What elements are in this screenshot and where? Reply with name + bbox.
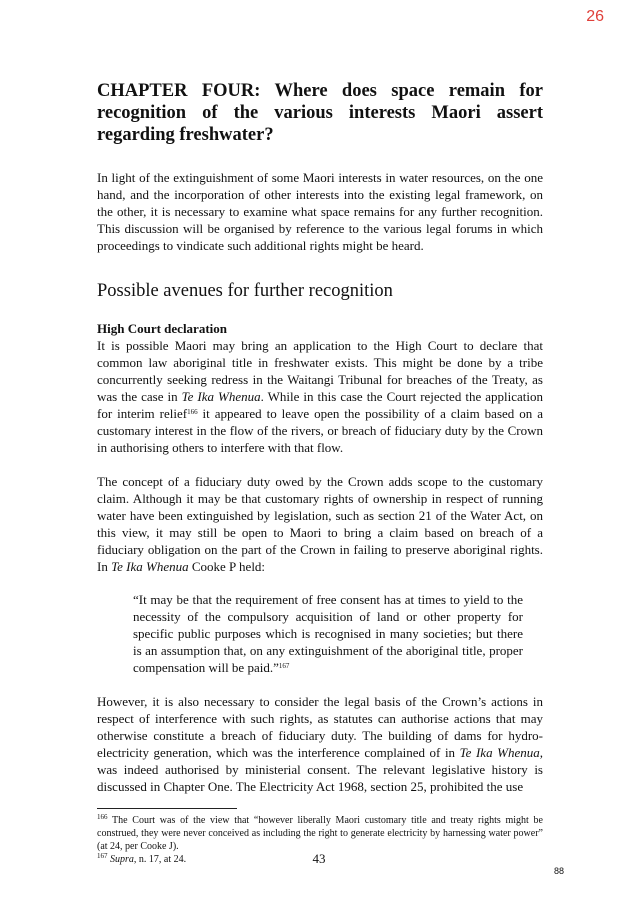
footnote-divider xyxy=(97,808,237,809)
section-heading: Possible avenues for further recognition xyxy=(97,281,393,301)
block-quote xyxy=(97,591,543,676)
subheading: High Court declaration xyxy=(97,321,227,336)
footnote-citation: Supra xyxy=(110,854,134,865)
case-name: Te Ika Whenua xyxy=(111,559,189,574)
footnote-text: The Court was of the view that “however liberally Maori customary title and treaty rights might be construed, they were never conceived as including the right to generate electricity by harnessing water power” (at 24, per Cooke J). xyxy=(97,815,543,852)
text-run: was indeed authorised by ministerial consent. The relevant legislative history is discussed in Chapter One. The Electricity Act 1968, section 25, prohibited the use xyxy=(97,762,543,794)
paragraph-crown-actions xyxy=(97,693,543,795)
corner-page-number: 26 xyxy=(586,8,604,25)
text-run: . While in this case the Court rejected the application for interim relief xyxy=(97,389,543,421)
text-run: However, it is also necessary to consider the legal basis of the Crown’s actions in respect of interference with such rights, as statutes can authorise actions that may otherwise constitute a breach of fiduciary duty. The building of dams for hydro-electricity generation, which was the interference complained of in xyxy=(97,694,543,760)
paragraph-fiduciary xyxy=(97,473,543,575)
intro-paragraph: In light of the extinguishment of some Maori interests in water resources, on the one hand, and the incorporation of other interests into the existing legal framework, on the other, it is necessary to examine what space remains for any further recognition. This discussion will be organised by reference to the various legal forums in which proceedings to vindicate such additional rights might be heard. xyxy=(97,170,543,253)
page-content xyxy=(97,80,543,866)
paragraph-high-court xyxy=(97,337,543,456)
text-run: It is possible Maori may bring an application to the High Court to declare that common law aboriginal title in freshwater exists. This might be done by a tribe concurrently seeking redress in the Waitangi Tribunal for breaches of the Treaty, as was the case in xyxy=(97,338,543,404)
chapter-heading: CHAPTER FOUR: Where does space remain for recognition of the various interests Maori assert regarding freshwater? xyxy=(97,81,543,145)
quote-text: “It may be that the requirement of free consent has at times to yield to the necessity of the compulsory acquisition of land or other property for specific public purposes which is recognised in many societies; but there is an assumption that, on any extinguishment of the aboriginal title, proper compensation will be paid.” xyxy=(133,592,523,675)
footnote-ref[interactable]: 166 xyxy=(187,408,198,416)
case-name: Te Ika Whenua xyxy=(181,389,261,404)
footnote-ref[interactable]: 167 xyxy=(278,662,290,670)
folio-number: 88 xyxy=(553,866,564,876)
footnote-166 xyxy=(97,814,543,853)
footnote-number: 166 xyxy=(97,813,108,821)
text-run: it appeared to leave open the possibility of a claim based on a customary interest in the flow of the rivers, or breach of fiduciary duty by the Crown in authorising others to interfere with that flow. xyxy=(97,406,543,455)
page-number: 43 xyxy=(312,851,326,866)
footnote-text: , n. 17, at 24. xyxy=(133,854,187,865)
footnote-number: 167 xyxy=(97,852,108,860)
case-name: Te Ika Whenua, xyxy=(459,745,543,760)
text-run: Cooke P held: xyxy=(188,559,266,574)
text-run: The concept of a fiduciary duty owed by the Crown adds scope to the customary claim. Although it may be that customary rights of ownership in respect of running water have been extinguished by legislation, such as section 21 of the Water Act, on this view, it may still be open to Maori to bring a claim based on breach of a fiduciary obligation on the part of the Crown in failing to preserve aboriginal rights. In xyxy=(97,474,543,574)
